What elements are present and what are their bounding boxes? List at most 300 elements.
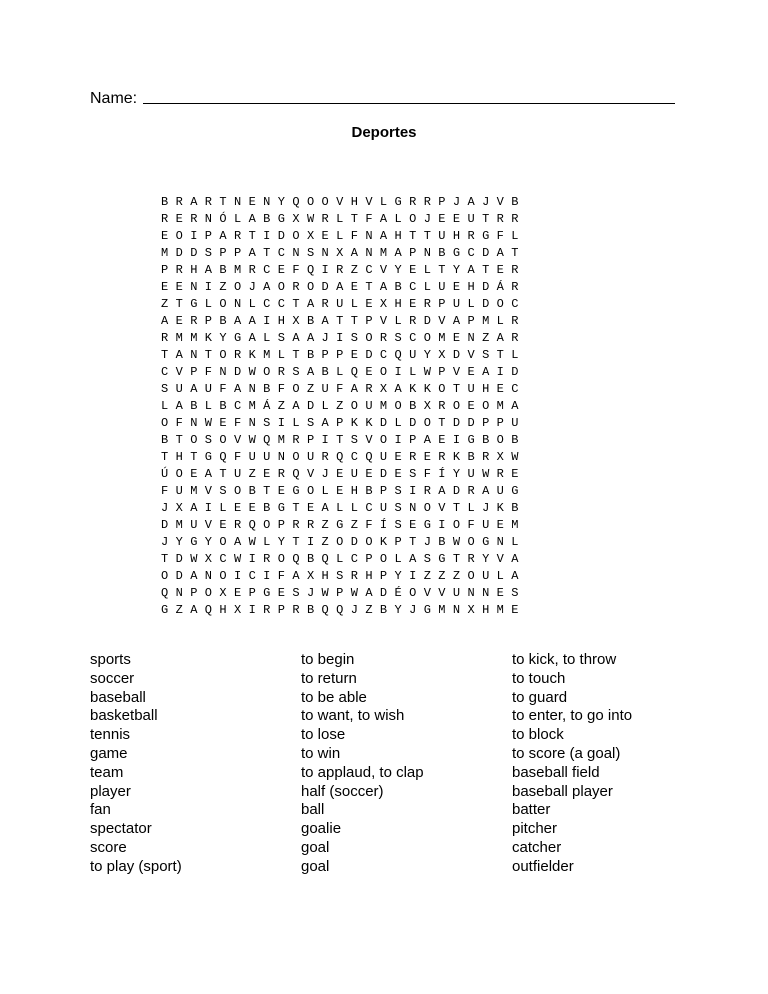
grid-letter: A	[233, 314, 242, 328]
grid-letter: A	[365, 586, 373, 600]
grid-letter: Z	[175, 603, 183, 617]
grid-letter: G	[394, 195, 402, 209]
grid-letter: C	[365, 501, 373, 515]
grid-letter: N	[467, 586, 475, 600]
grid-letter: H	[350, 484, 358, 498]
grid-letter: U	[438, 229, 446, 243]
grid-letter: V	[365, 433, 373, 447]
grid-letter: G	[277, 501, 285, 515]
grid-letter: O	[452, 518, 461, 532]
grid-letter: G	[161, 603, 169, 617]
grid-letter: W	[452, 535, 461, 549]
word-list-item: to lose	[301, 726, 346, 744]
grid-letter: J	[423, 212, 431, 226]
grid-letter: A	[190, 569, 198, 583]
grid-letter: B	[482, 433, 490, 447]
grid-letter: I	[394, 365, 402, 379]
grid-letter: D	[350, 535, 358, 549]
grid-letter: P	[277, 518, 285, 532]
grid-letter: V	[365, 195, 373, 209]
grid-letter: Y	[394, 263, 402, 277]
grid-letter: V	[204, 518, 212, 532]
word-list-item: to be able	[301, 688, 367, 706]
grid-letter: T	[350, 314, 358, 328]
grid-letter: V	[496, 552, 504, 566]
grid-letter: O	[306, 484, 315, 498]
grid-letter: T	[365, 280, 373, 294]
word-list-item: baseball field	[512, 763, 600, 781]
grid-letter: R	[365, 382, 373, 396]
grid-letter: B	[263, 212, 271, 226]
grid-letter: B	[306, 603, 315, 617]
grid-letter: R	[379, 331, 388, 345]
grid-letter: P	[438, 365, 446, 379]
word-list-item: sports	[90, 651, 131, 668]
grid-row	[161, 568, 526, 585]
grid-letter: R	[204, 195, 212, 209]
grid-letter: E	[511, 467, 519, 481]
grid-letter: J	[248, 280, 256, 294]
grid-letter: U	[467, 467, 475, 481]
grid-letter: M	[277, 433, 285, 447]
grid-letter: F	[467, 518, 475, 532]
grid-letter: O	[467, 535, 475, 549]
grid-letter: A	[482, 365, 490, 379]
grid-letter: M	[482, 314, 490, 328]
grid-letter: O	[321, 195, 329, 209]
grid-letter: B	[161, 195, 169, 209]
grid-letter: N	[190, 416, 198, 430]
grid-letter: P	[204, 229, 212, 243]
grid-letter: E	[175, 280, 183, 294]
grid-letter: U	[438, 280, 446, 294]
grid-letter: U	[482, 569, 490, 583]
grid-letter: L	[219, 501, 227, 515]
grid-letter: E	[511, 603, 519, 617]
grid-letter: D	[175, 569, 183, 583]
grid-letter: X	[292, 212, 300, 226]
grid-letter: B	[511, 195, 519, 209]
grid-letter: T	[161, 552, 169, 566]
grid-letter: A	[292, 569, 300, 583]
grid-letter: E	[190, 467, 198, 481]
grid-letter: C	[365, 263, 373, 277]
grid-letter: U	[321, 382, 329, 396]
grid-letter: E	[423, 450, 431, 464]
grid-letter: G	[233, 331, 242, 345]
grid-letter: R	[321, 450, 329, 464]
grid-letter: J	[423, 535, 431, 549]
grid-letter: A	[350, 246, 358, 260]
grid-letter: I	[452, 433, 461, 447]
grid-letter: C	[409, 280, 417, 294]
grid-letter: O	[292, 450, 300, 464]
grid-letter: U	[248, 450, 256, 464]
grid-letter: H	[394, 297, 402, 311]
grid-letter: N	[190, 280, 198, 294]
grid-letter: R	[467, 484, 475, 498]
grid-letter: X	[233, 603, 242, 617]
grid-letter: O	[219, 433, 227, 447]
grid-letter: L	[336, 212, 344, 226]
grid-letter: V	[233, 433, 242, 447]
grid-letter: N	[321, 246, 329, 260]
grid-letter: S	[277, 331, 285, 345]
word-list-item: tennis	[90, 726, 131, 744]
grid-letter: R	[496, 467, 504, 481]
grid-letter: A	[467, 263, 475, 277]
grid-letter: S	[263, 416, 271, 430]
grid-letter: W	[190, 552, 198, 566]
word-list-item: batter	[512, 801, 551, 819]
grid-letter: V	[438, 501, 446, 515]
grid-letter: T	[161, 450, 169, 464]
grid-letter: R	[292, 518, 300, 532]
grid-letter: P	[379, 484, 388, 498]
grid-letter: A	[379, 280, 388, 294]
grid-letter: I	[336, 331, 344, 345]
grid-letter: F	[175, 416, 183, 430]
grid-letter: L	[263, 535, 271, 549]
grid-letter: D	[482, 297, 490, 311]
grid-row	[161, 245, 526, 262]
grid-letter: P	[233, 246, 242, 260]
grid-letter: N	[233, 297, 242, 311]
grid-letter: D	[277, 229, 285, 243]
grid-letter: E	[233, 586, 242, 600]
grid-letter: E	[452, 212, 461, 226]
grid-letter: O	[219, 297, 227, 311]
grid-letter: N	[248, 416, 256, 430]
grid-letter: Q	[161, 586, 169, 600]
grid-letter: Q	[365, 450, 373, 464]
grid-letter: Y	[394, 603, 402, 617]
grid-letter: L	[204, 399, 212, 413]
grid-letter: R	[263, 603, 271, 617]
grid-letter: C	[511, 382, 519, 396]
grid-letter: A	[482, 484, 490, 498]
grid-row	[161, 517, 526, 534]
grid-letter: I	[409, 484, 417, 498]
grid-letter: Z	[350, 263, 358, 277]
grid-letter: G	[277, 212, 285, 226]
grid-letter: Q	[263, 433, 271, 447]
word-list-column-1	[90, 651, 182, 877]
grid-letter: F	[161, 484, 169, 498]
grid-letter: I	[233, 569, 242, 583]
grid-letter: D	[175, 552, 183, 566]
grid-letter: O	[365, 331, 373, 345]
grid-letter: R	[350, 569, 358, 583]
grid-letter: K	[423, 382, 431, 396]
grid-letter: T	[496, 348, 504, 362]
grid-letter: T	[175, 297, 183, 311]
grid-letter: V	[306, 467, 315, 481]
grid-letter: E	[277, 263, 285, 277]
grid-letter: E	[306, 501, 315, 515]
grid-letter: V	[204, 484, 212, 498]
grid-letter: A	[204, 263, 212, 277]
grid-letter: L	[394, 416, 402, 430]
grid-letter: S	[394, 484, 402, 498]
grid-letter: S	[204, 433, 212, 447]
grid-letter: E	[409, 263, 417, 277]
grid-letter: B	[379, 603, 388, 617]
grid-letter: K	[204, 331, 212, 345]
grid-letter: E	[409, 297, 417, 311]
grid-letter: O	[496, 433, 504, 447]
grid-letter: T	[219, 195, 227, 209]
grid-letter: I	[248, 552, 256, 566]
grid-letter: P	[336, 348, 344, 362]
grid-letter: N	[190, 348, 198, 362]
grid-letter: A	[336, 280, 344, 294]
grid-letter: O	[292, 229, 300, 243]
grid-letter: R	[511, 331, 519, 345]
grid-letter: L	[496, 569, 504, 583]
grid-letter: I	[409, 569, 417, 583]
grid-letter: Q	[350, 365, 358, 379]
grid-letter: L	[350, 501, 358, 515]
word-list-item: to enter, to go into	[512, 707, 633, 725]
grid-letter: U	[409, 348, 417, 362]
grid-letter: O	[452, 399, 461, 413]
grid-letter: B	[438, 246, 446, 260]
grid-letter: E	[219, 416, 227, 430]
grid-letter: L	[336, 552, 344, 566]
grid-letter: A	[306, 331, 315, 345]
grid-letter: G	[336, 518, 344, 532]
grid-letter: Z	[438, 569, 446, 583]
grid-letter: S	[350, 331, 358, 345]
grid-letter: N	[233, 195, 242, 209]
grid-letter: J	[409, 603, 417, 617]
word-list-item: to guard	[512, 688, 568, 706]
grid-letter: E	[467, 365, 475, 379]
grid-letter: T	[292, 535, 300, 549]
grid-letter: R	[511, 263, 519, 277]
grid-letter: V	[438, 314, 446, 328]
grid-letter: Q	[321, 603, 329, 617]
grid-letter: U	[482, 518, 490, 532]
grid-letter: G	[482, 229, 490, 243]
word-list-item: to play (sport)	[90, 857, 182, 875]
grid-letter: O	[409, 212, 417, 226]
grid-letter: P	[409, 246, 417, 260]
grid-letter: N	[175, 586, 183, 600]
grid-letter: E	[365, 467, 373, 481]
grid-letter: O	[365, 535, 373, 549]
word-list-item: score	[90, 838, 127, 856]
grid-letter: O	[306, 195, 315, 209]
word-list-item: to begin	[301, 651, 355, 668]
grid-letter: H	[321, 569, 329, 583]
grid-letter: T	[175, 433, 183, 447]
word-list-item: basketball	[90, 707, 158, 725]
grid-letter: Z	[306, 382, 315, 396]
grid-letter: S	[306, 416, 315, 430]
grid-letter: Y	[394, 569, 402, 583]
grid-letter: N	[248, 382, 256, 396]
grid-letter: I	[263, 314, 271, 328]
grid-letter: E	[496, 518, 504, 532]
word-list-item: to return	[301, 669, 357, 687]
grid-letter: R	[248, 263, 256, 277]
grid-row	[161, 262, 526, 279]
grid-letter: L	[409, 365, 417, 379]
word-list-item: game	[90, 744, 128, 762]
grid-letter: D	[511, 365, 519, 379]
grid-letter: H	[394, 229, 402, 243]
grid-letter: G	[423, 603, 431, 617]
grid-row	[161, 279, 526, 296]
word-list-item: outfielder	[512, 857, 574, 875]
grid-letter: T	[409, 229, 417, 243]
grid-letter: Y	[277, 535, 285, 549]
grid-letter: V	[496, 195, 504, 209]
grid-letter: R	[496, 212, 504, 226]
grid-letter: K	[379, 535, 388, 549]
grid-letter: F	[336, 382, 344, 396]
grid-letter: B	[394, 280, 402, 294]
grid-letter: M	[438, 331, 446, 345]
grid-letter: M	[496, 603, 504, 617]
word-list-item: pitcher	[512, 820, 558, 838]
grid-letter: M	[263, 348, 271, 362]
grid-row	[161, 415, 526, 432]
grid-letter: D	[321, 280, 329, 294]
grid-letter: A	[190, 382, 198, 396]
grid-letter: D	[190, 246, 198, 260]
grid-letter: A	[248, 331, 256, 345]
grid-letter: B	[190, 399, 198, 413]
grid-letter: P	[379, 569, 388, 583]
grid-letter: L	[511, 535, 519, 549]
grid-letter: R	[277, 365, 285, 379]
grid-letter: B	[161, 433, 169, 447]
grid-letter: O	[219, 569, 227, 583]
grid-letter: A	[452, 314, 461, 328]
grid-letter: S	[161, 382, 169, 396]
grid-letter: Á	[263, 399, 271, 413]
grid-letter: H	[175, 450, 183, 464]
grid-letter: A	[306, 297, 315, 311]
grid-letter: O	[394, 399, 402, 413]
grid-letter: V	[452, 365, 461, 379]
grid-letter: H	[482, 382, 490, 396]
grid-letter: E	[175, 314, 183, 328]
grid-letter: L	[467, 501, 475, 515]
grid-letter: X	[306, 229, 315, 243]
grid-letter: A	[409, 552, 417, 566]
grid-letter: A	[248, 212, 256, 226]
grid-letter: X	[438, 348, 446, 362]
grid-letter: U	[175, 484, 183, 498]
grid-letter: U	[452, 586, 461, 600]
grid-letter: W	[423, 365, 431, 379]
grid-letter: A	[190, 501, 198, 515]
grid-letter: F	[277, 569, 285, 583]
grid-letter: S	[511, 586, 519, 600]
grid-letter: Z	[365, 603, 373, 617]
word-list-item: baseball player	[512, 782, 613, 800]
grid-letter: O	[219, 535, 227, 549]
grid-letter: E	[219, 518, 227, 532]
grid-letter: X	[175, 501, 183, 515]
grid-row	[161, 500, 526, 517]
grid-letter: L	[336, 365, 344, 379]
grid-row	[161, 364, 526, 381]
grid-letter: E	[496, 263, 504, 277]
grid-letter: O	[263, 518, 271, 532]
grid-letter: Q	[292, 467, 300, 481]
grid-letter: H	[219, 603, 227, 617]
grid-letter: U	[379, 501, 388, 515]
grid-letter: O	[277, 552, 285, 566]
grid-letter: T	[161, 348, 169, 362]
grid-letter: X	[379, 297, 388, 311]
grid-letter: Q	[306, 263, 315, 277]
grid-letter: A	[394, 382, 402, 396]
grid-letter: T	[438, 416, 446, 430]
grid-letter: A	[161, 314, 169, 328]
grid-letter: R	[511, 280, 519, 294]
grid-letter: A	[321, 416, 329, 430]
grid-letter: S	[306, 246, 315, 260]
grid-letter: S	[204, 246, 212, 260]
grid-letter: C	[263, 297, 271, 311]
grid-letter: F	[350, 229, 358, 243]
grid-letter: Y	[482, 552, 490, 566]
grid-letter: I	[204, 501, 212, 515]
grid-letter: E	[277, 586, 285, 600]
grid-row	[161, 432, 526, 449]
grid-letter: W	[482, 467, 490, 481]
grid-letter: U	[496, 484, 504, 498]
grid-letter: W	[233, 552, 242, 566]
grid-letter: C	[511, 297, 519, 311]
grid-letter: O	[175, 229, 183, 243]
grid-letter: F	[204, 365, 212, 379]
grid-letter: X	[306, 569, 315, 583]
grid-letter: X	[496, 450, 504, 464]
grid-letter: R	[233, 518, 242, 532]
grid-letter: K	[248, 348, 256, 362]
grid-letter: E	[263, 467, 271, 481]
grid-letter: D	[161, 518, 169, 532]
grid-letter: A	[321, 501, 329, 515]
grid-letter: M	[438, 603, 446, 617]
grid-letter: M	[190, 331, 198, 345]
grid-letter: A	[233, 382, 242, 396]
grid-letter: E	[336, 467, 344, 481]
grid-letter: O	[423, 416, 431, 430]
word-list-item: team	[90, 763, 124, 781]
grid-letter: N	[496, 535, 504, 549]
grid-letter: T	[452, 552, 461, 566]
grid-letter: L	[423, 280, 431, 294]
grid-letter: F	[365, 518, 373, 532]
grid-letter: V	[175, 365, 183, 379]
grid-letter: P	[438, 297, 446, 311]
grid-letter: E	[438, 433, 446, 447]
grid-letter: Z	[248, 467, 256, 481]
grid-letter: A	[190, 195, 198, 209]
grid-letter: M	[175, 331, 183, 345]
grid-letter: É	[394, 586, 402, 600]
grid-letter: Y	[204, 535, 212, 549]
grid-row	[161, 381, 526, 398]
